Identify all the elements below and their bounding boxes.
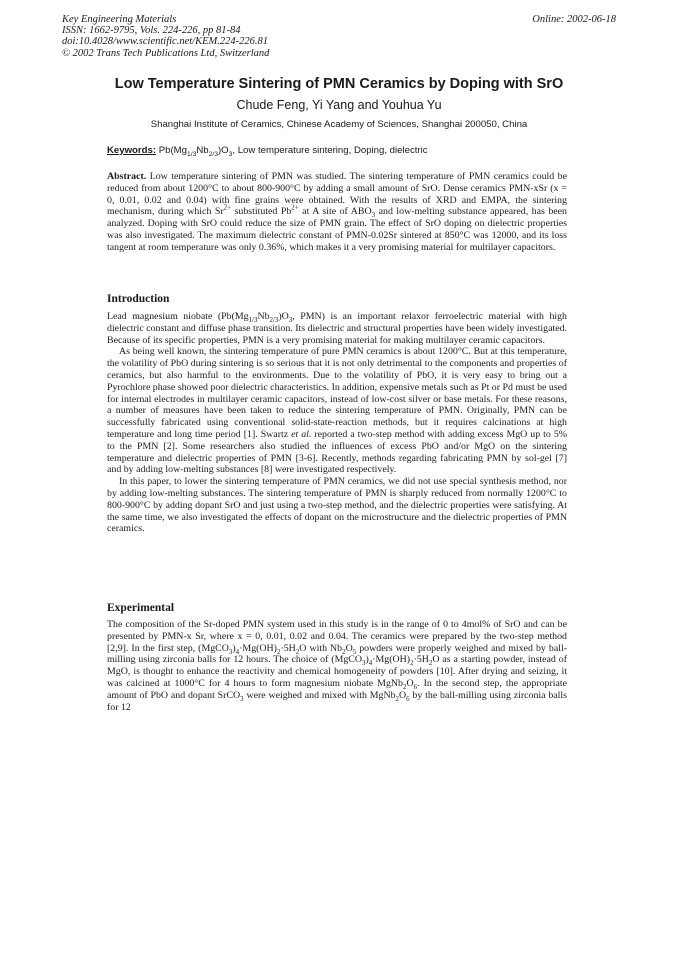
- keywords-list: , Low temperature sintering, Doping, dielectric: [232, 145, 428, 156]
- paper-affiliation: Shanghai Institute of Ceramics, Chinese Academy of Sciences, Shanghai 200050, China: [150, 119, 528, 130]
- copyright-line: © 2002 Trans Tech Publications Ltd, Switzerland: [62, 47, 270, 59]
- intro-paragraph-3: In this paper, to lower the sintering temperature of PMN ceramics, we did not use special synthesis method, nor by adding low-melting substances. The sintering temperature of PMN is sharply reduced from normally 1200°C to 800-900°C by adding dopant SrO and just using a two-step method, and the dielectric properties were satisfying. At the same time, we also investigated the effects of dopant on the microstructure and the dielectric properties of PMN ceramics.: [107, 476, 567, 535]
- issn-line: ISSN: 1662-9795, Vols. 224-226, pp 81-84: [62, 25, 241, 37]
- experimental-heading: Experimental: [107, 602, 175, 614]
- experimental-paragraph-1: The composition of the Sr-doped PMN system used in this study is in the range of 0 to 4mol% of SrO and can be presented by PMN-x Sr, where x = 0, 0.01, 0.02 and 0.04. The ceramics were prepared by the two-step method [2,9]. In the first step, $(MgCO_3)_4\cdot Mg(OH)_2\cdot 5H_2O$ with $Nb_2O_5$ powders were properly weighed and mixed by ball-milling using zirconia balls for 12 hours. The choice of $(MgCO_3)_4\cdot Mg(OH)_2\cdot 5H_2O$ as a starting powder, instead of MgO, is thought to enhance the reactivity and chemical homogeneity of powders [10]. After drying and seizing, it was calcined at 1000°C for 4 hours to form magnesium niobate $MgNb_2O_6$. In the second step, the appropriate amount of PbO and dopant SrCO$_3$ were weighed and mixed with $MgNb_2O_6$ by the ball-milling using zirconia balls for 12: [107, 619, 567, 713]
- intro-paragraph-1: Lead magnesium niobate ($Pb(Mg_{1/3}Nb_{2/3})O_3$, PMN) is an important relaxor ferroelectric material with high dielectric constant and diffuse phase transition. Its dielectric and structural properties have been widely investigated. Because of its specific properties, PMN is a very promising material for making multilayer ceramic capacitors.: [107, 311, 567, 346]
- introduction-heading: Introduction: [107, 293, 170, 305]
- experimental-body: [107, 619, 567, 713]
- paper-title: Low Temperature Sintering of PMN Ceramics by Doping with SrO: [114, 76, 564, 92]
- keywords-label: Keywords:: [107, 145, 157, 156]
- online-date: Online: 2002-06-18: [532, 14, 616, 25]
- keywords-line: [107, 145, 627, 156]
- journal-name: Key Engineering Materials: [62, 14, 177, 25]
- paper-authors: Chude Feng, Yi Yang and Youhua Yu: [236, 98, 442, 112]
- abstract: [107, 171, 567, 254]
- keywords-formula: $Pb(Mg_{1/3}Nb_{2/3})O_3$: [158, 145, 233, 158]
- doi-line[interactable]: doi:10.4028/www.scientific.net/KEM.224-226.81: [62, 36, 268, 48]
- introduction-body: [107, 311, 567, 535]
- journal-header: [62, 14, 616, 59]
- intro-paragraph-2: As being well known, the sintering temperature of pure PMN ceramics is about 1200°C. But at this temperature, the volatility of PbO during sintering is so serious that it is not only detrimental to the components and properties of ceramics, but also harmful to the environments. Due to the volatility of PbO, it is very easy to bring out a Pyrochlore phase showed poor dielectric characteristics. In addition, expensive metals such as Pt or Pd must be used for internal electrodes in multilayer ceramic capacitors, instead of low-cost silver or base metals. For these reasons, a number of measures have been taken to reduce the sintering temperature of PMN. Originally, PMN can be successfully fabricated using conventional solid-state-reaction methods, but it requires calcinations at high temperature and long time period [1]. Swartz et al. reported a two-step method with adding excess MgO up to 5% to the PMN [2]. Some researchers also studied the influences of excess PbO and/or MgO on the sintering temperature and dielectric properties of PMN [3-6]. Recently, methods regarding fabricating PMN by sol-gel [7] and by adding low-melting substances [8] were investigated respectively.: [107, 346, 568, 476]
- abstract-text: Abstract. Low temperature sintering of PMN was studied. The sintering temperature of PMN ceramics could be reduced from about 1200°C to about 800-900°C by adding a small amount of SrO. Dense ceramics PMN-xSr (x = 0, 0.01, 0.02 and 0.04) with fine grains were obtained. With the results of XRD and EMPA, the sintering mechanism, during which $Sr^{2+}$ substituted $Pb^{2+}$ at A site of $ABO_3$ and low-melting substance appeared, has been analyzed. Doping with SrO could reduce the size of PMN grain. The effect of SrO doping on dielectric properties was also investigated. The maximum dielectric constant of PMN-0.02Sr sintered at 850°C was 12000, and its loss tangent at room temperature was only 0.36%, which makes it a very promising material for multilayer capacitors.: [107, 171, 567, 253]
- abstract-label: Abstract.: [107, 171, 147, 182]
